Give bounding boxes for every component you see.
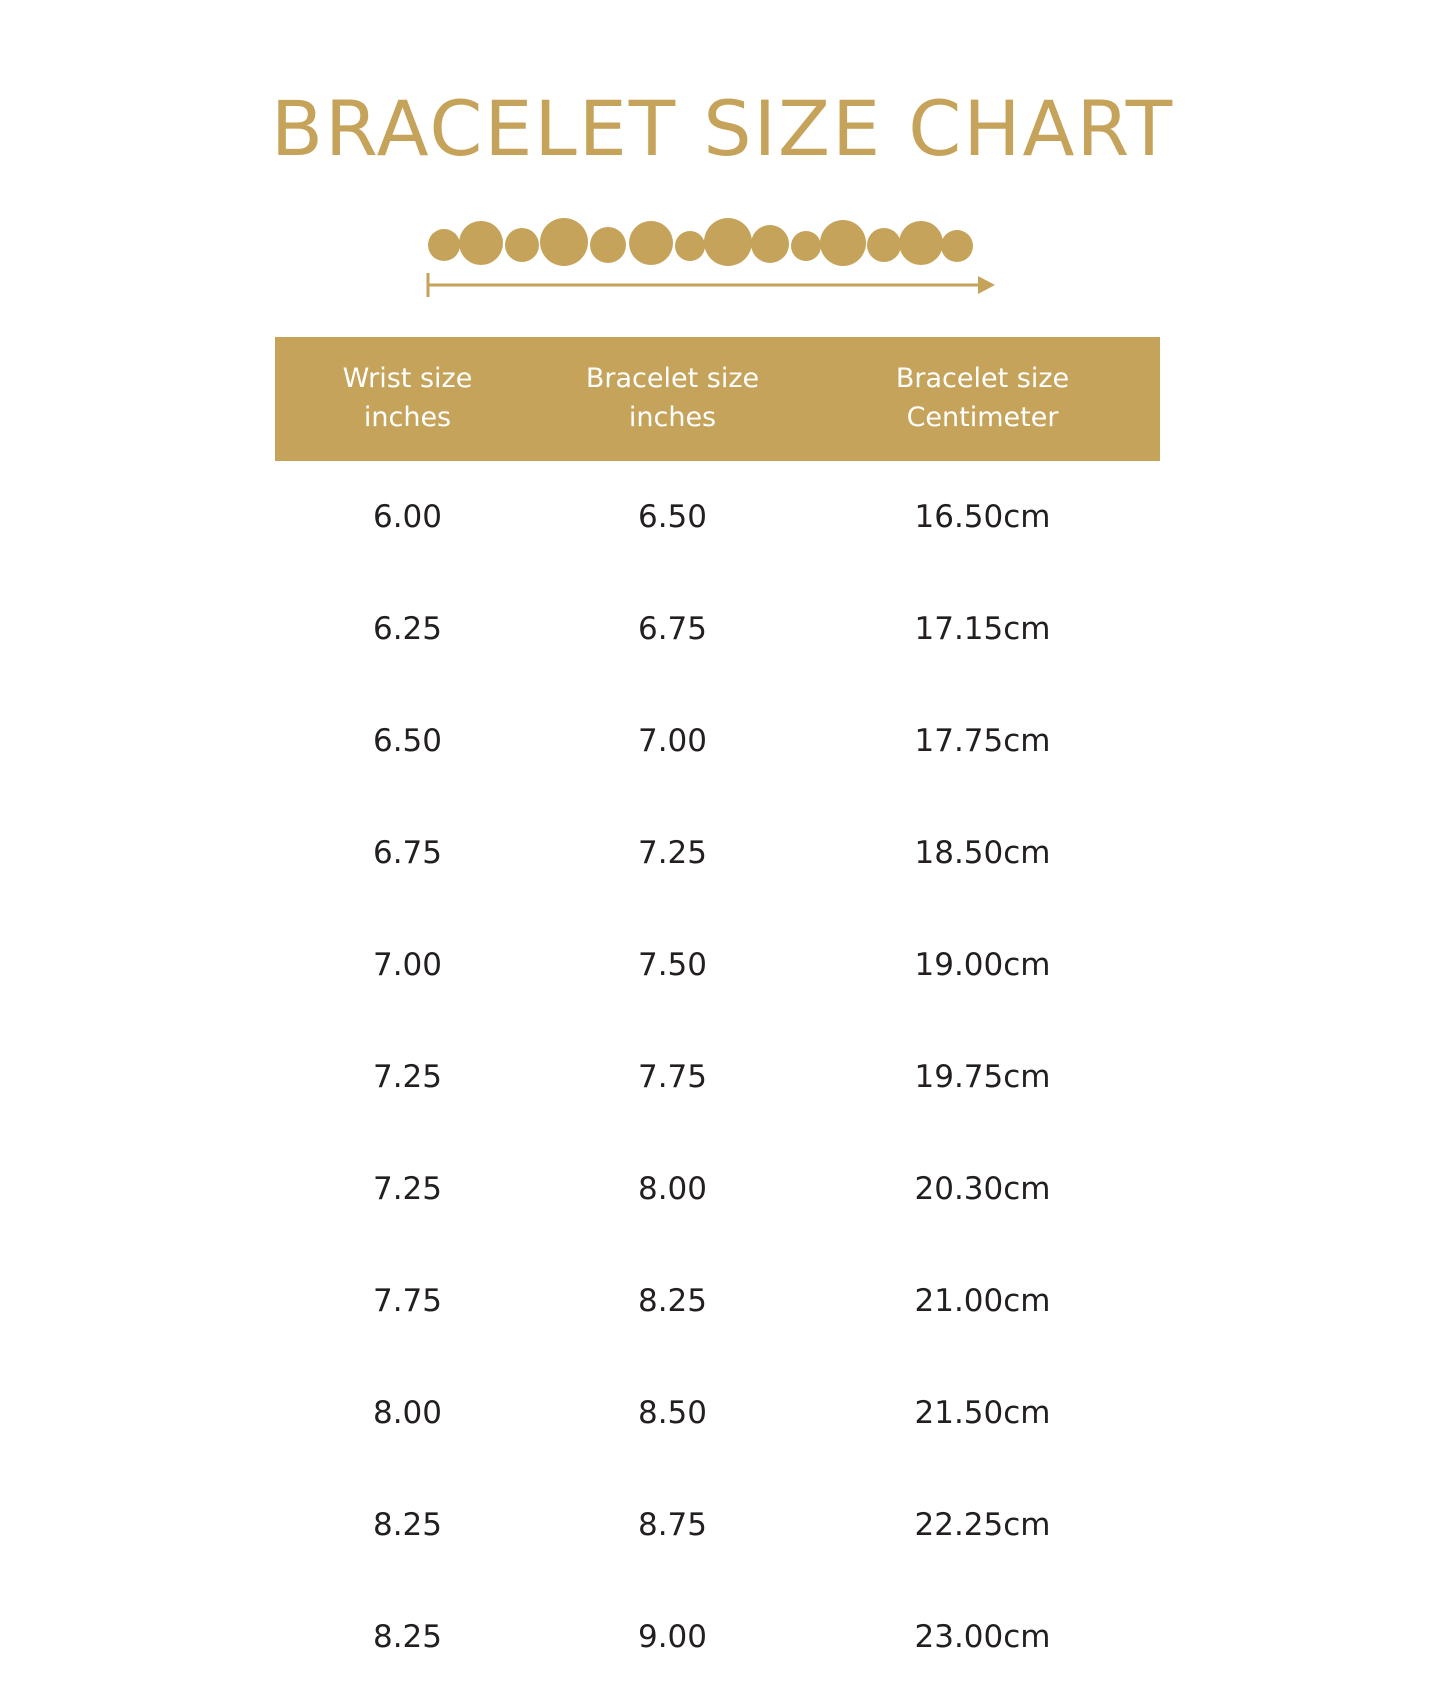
bead-bracelet-graphic <box>0 205 1445 305</box>
table-row <box>275 461 1160 573</box>
table-header <box>275 337 1160 461</box>
table-row <box>275 1469 1160 1581</box>
column-header-bracelet-size-inches <box>540 337 805 461</box>
bracelet-size-table <box>275 337 1160 1693</box>
cell-wrist-size: 6.00 <box>372 499 443 536</box>
cell-wrist-size: 8.25 <box>372 1507 443 1544</box>
cell-wrist-size: 6.50 <box>372 723 443 760</box>
cell-wrist-size: 7.25 <box>372 1059 443 1096</box>
cell-bracelet-inches: 8.00 <box>637 1171 708 1208</box>
size-table-wrapper <box>275 337 1160 1693</box>
cell-bracelet-inches: 6.50 <box>637 499 708 536</box>
table-row <box>275 797 1160 909</box>
table-row <box>275 1245 1160 1357</box>
cell-wrist-size: 7.00 <box>372 947 443 984</box>
page-title: BRACELET SIZE CHART <box>270 84 1175 173</box>
table-row <box>275 1357 1160 1469</box>
cell-wrist-size: 7.75 <box>372 1283 443 1320</box>
header-line-2: inches <box>363 402 452 434</box>
cell-bracelet-cm: 17.75cm <box>914 723 1051 760</box>
cell-bracelet-cm: 23.00cm <box>914 1619 1051 1656</box>
cell-bracelet-inches: 7.25 <box>637 835 708 872</box>
table-header-row <box>275 337 1160 461</box>
cell-bracelet-cm: 19.00cm <box>914 947 1051 984</box>
bead-row <box>428 218 973 266</box>
table-row <box>275 1133 1160 1245</box>
cell-bracelet-inches: 8.50 <box>637 1395 708 1432</box>
measure-arrow <box>428 273 995 297</box>
cell-wrist-size: 7.25 <box>372 1171 443 1208</box>
cell-bracelet-cm: 22.25cm <box>914 1507 1051 1544</box>
cell-bracelet-inches: 7.50 <box>637 947 708 984</box>
cell-bracelet-inches: 7.00 <box>637 723 708 760</box>
table-body <box>275 461 1160 1693</box>
header-line-2: inches <box>628 402 717 434</box>
header-line-1: Bracelet size <box>895 363 1070 394</box>
cell-bracelet-cm: 19.75cm <box>914 1059 1051 1096</box>
cell-bracelet-inches: 7.75 <box>637 1059 708 1096</box>
cell-bracelet-cm: 20.30cm <box>914 1171 1051 1208</box>
cell-bracelet-inches: 8.75 <box>637 1507 708 1544</box>
column-header-wrist-size-inches <box>275 337 540 461</box>
header-line-1: Wrist size <box>342 363 473 394</box>
cell-wrist-size: 8.25 <box>372 1619 443 1656</box>
table-row <box>275 573 1160 685</box>
cell-bracelet-cm: 21.00cm <box>914 1283 1051 1320</box>
cell-bracelet-inches: 9.00 <box>637 1619 708 1656</box>
cell-bracelet-cm: 16.50cm <box>914 499 1051 536</box>
cell-bracelet-cm: 21.50cm <box>914 1395 1051 1432</box>
table-row <box>275 909 1160 1021</box>
cell-wrist-size: 6.75 <box>372 835 443 872</box>
header-line-2: Centimeter <box>906 402 1059 434</box>
cell-wrist-size: 8.00 <box>372 1395 443 1432</box>
cell-bracelet-inches: 6.75 <box>637 611 708 648</box>
table-row <box>275 1581 1160 1693</box>
cell-wrist-size: 6.25 <box>372 611 443 648</box>
cell-bracelet-cm: 17.15cm <box>914 611 1051 648</box>
table-row <box>275 1021 1160 1133</box>
cell-bracelet-inches: 8.25 <box>637 1283 708 1320</box>
cell-bracelet-cm: 18.50cm <box>914 835 1051 872</box>
column-header-bracelet-size-centimeter <box>805 337 1160 461</box>
table-row <box>275 685 1160 797</box>
header-line-1: Bracelet size <box>585 363 760 394</box>
